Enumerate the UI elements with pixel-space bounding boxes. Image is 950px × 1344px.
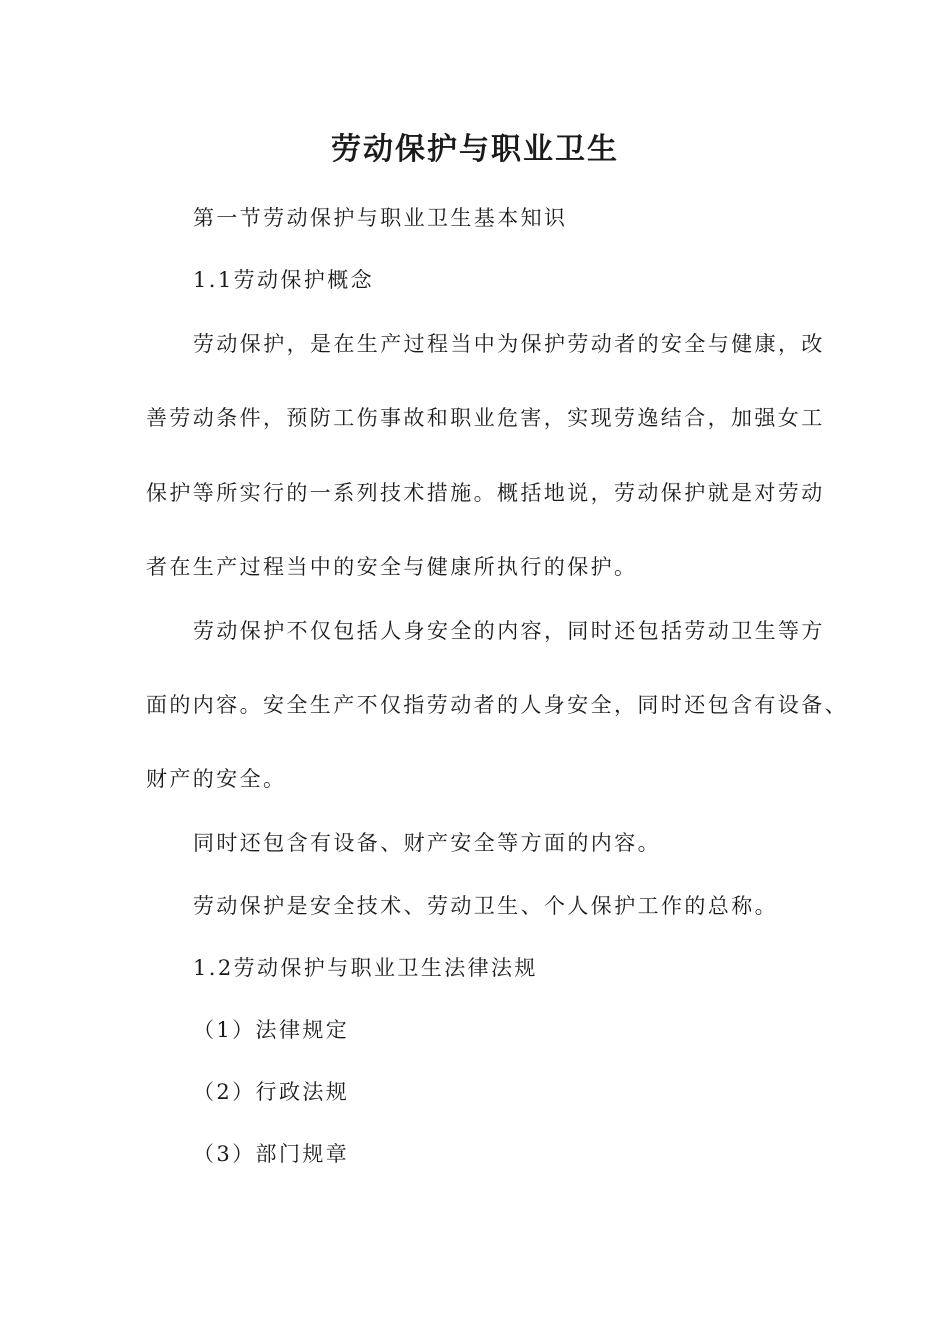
paragraph-3: 同时还包含有设备、财产安全等方面的内容。 xyxy=(193,831,661,855)
paragraph-1-line-1: 劳动保护，是在生产过程当中为保护劳动者的安全与健康，改 xyxy=(193,332,825,356)
paragraph-2-line-3: 财产的安全。 xyxy=(146,767,287,791)
paragraph-1-line-3: 保护等所实行的一系列技术措施。概括地说，劳动保护就是对劳动 xyxy=(146,481,825,505)
paragraph-1-line-4: 者在生产过程当中的安全与健康所执行的保护。 xyxy=(146,555,638,579)
paragraph-2-line-2: 面的内容。安全生产不仅指劳动者的人身安全，同时还包含有设备、 xyxy=(146,693,848,717)
list-item: （2）行政法规 xyxy=(193,1080,350,1104)
paragraph-4: 劳动保护是安全技术、劳动卫生、个人保护工作的总称。 xyxy=(193,894,778,918)
section-heading: 第一节劳动保护与职业卫生基本知识 xyxy=(193,206,568,230)
subsection-heading-1-1: 1.1劳动保护概念 xyxy=(193,268,374,292)
paragraph-1-line-2: 善劳动条件，预防工伤事故和职业危害，实现劳逸结合，加强女工 xyxy=(146,406,825,430)
list-item: （3）部门规章 xyxy=(193,1142,350,1166)
subsection-heading-1-2: 1.2劳动保护与职业卫生法律法规 xyxy=(193,956,538,980)
list-item: （1）法律规定 xyxy=(193,1018,350,1042)
paragraph-2-line-1: 劳动保护不仅包括人身安全的内容，同时还包括劳动卫生等方 xyxy=(193,619,825,643)
document-title: 劳动保护与职业卫生 xyxy=(331,132,619,167)
